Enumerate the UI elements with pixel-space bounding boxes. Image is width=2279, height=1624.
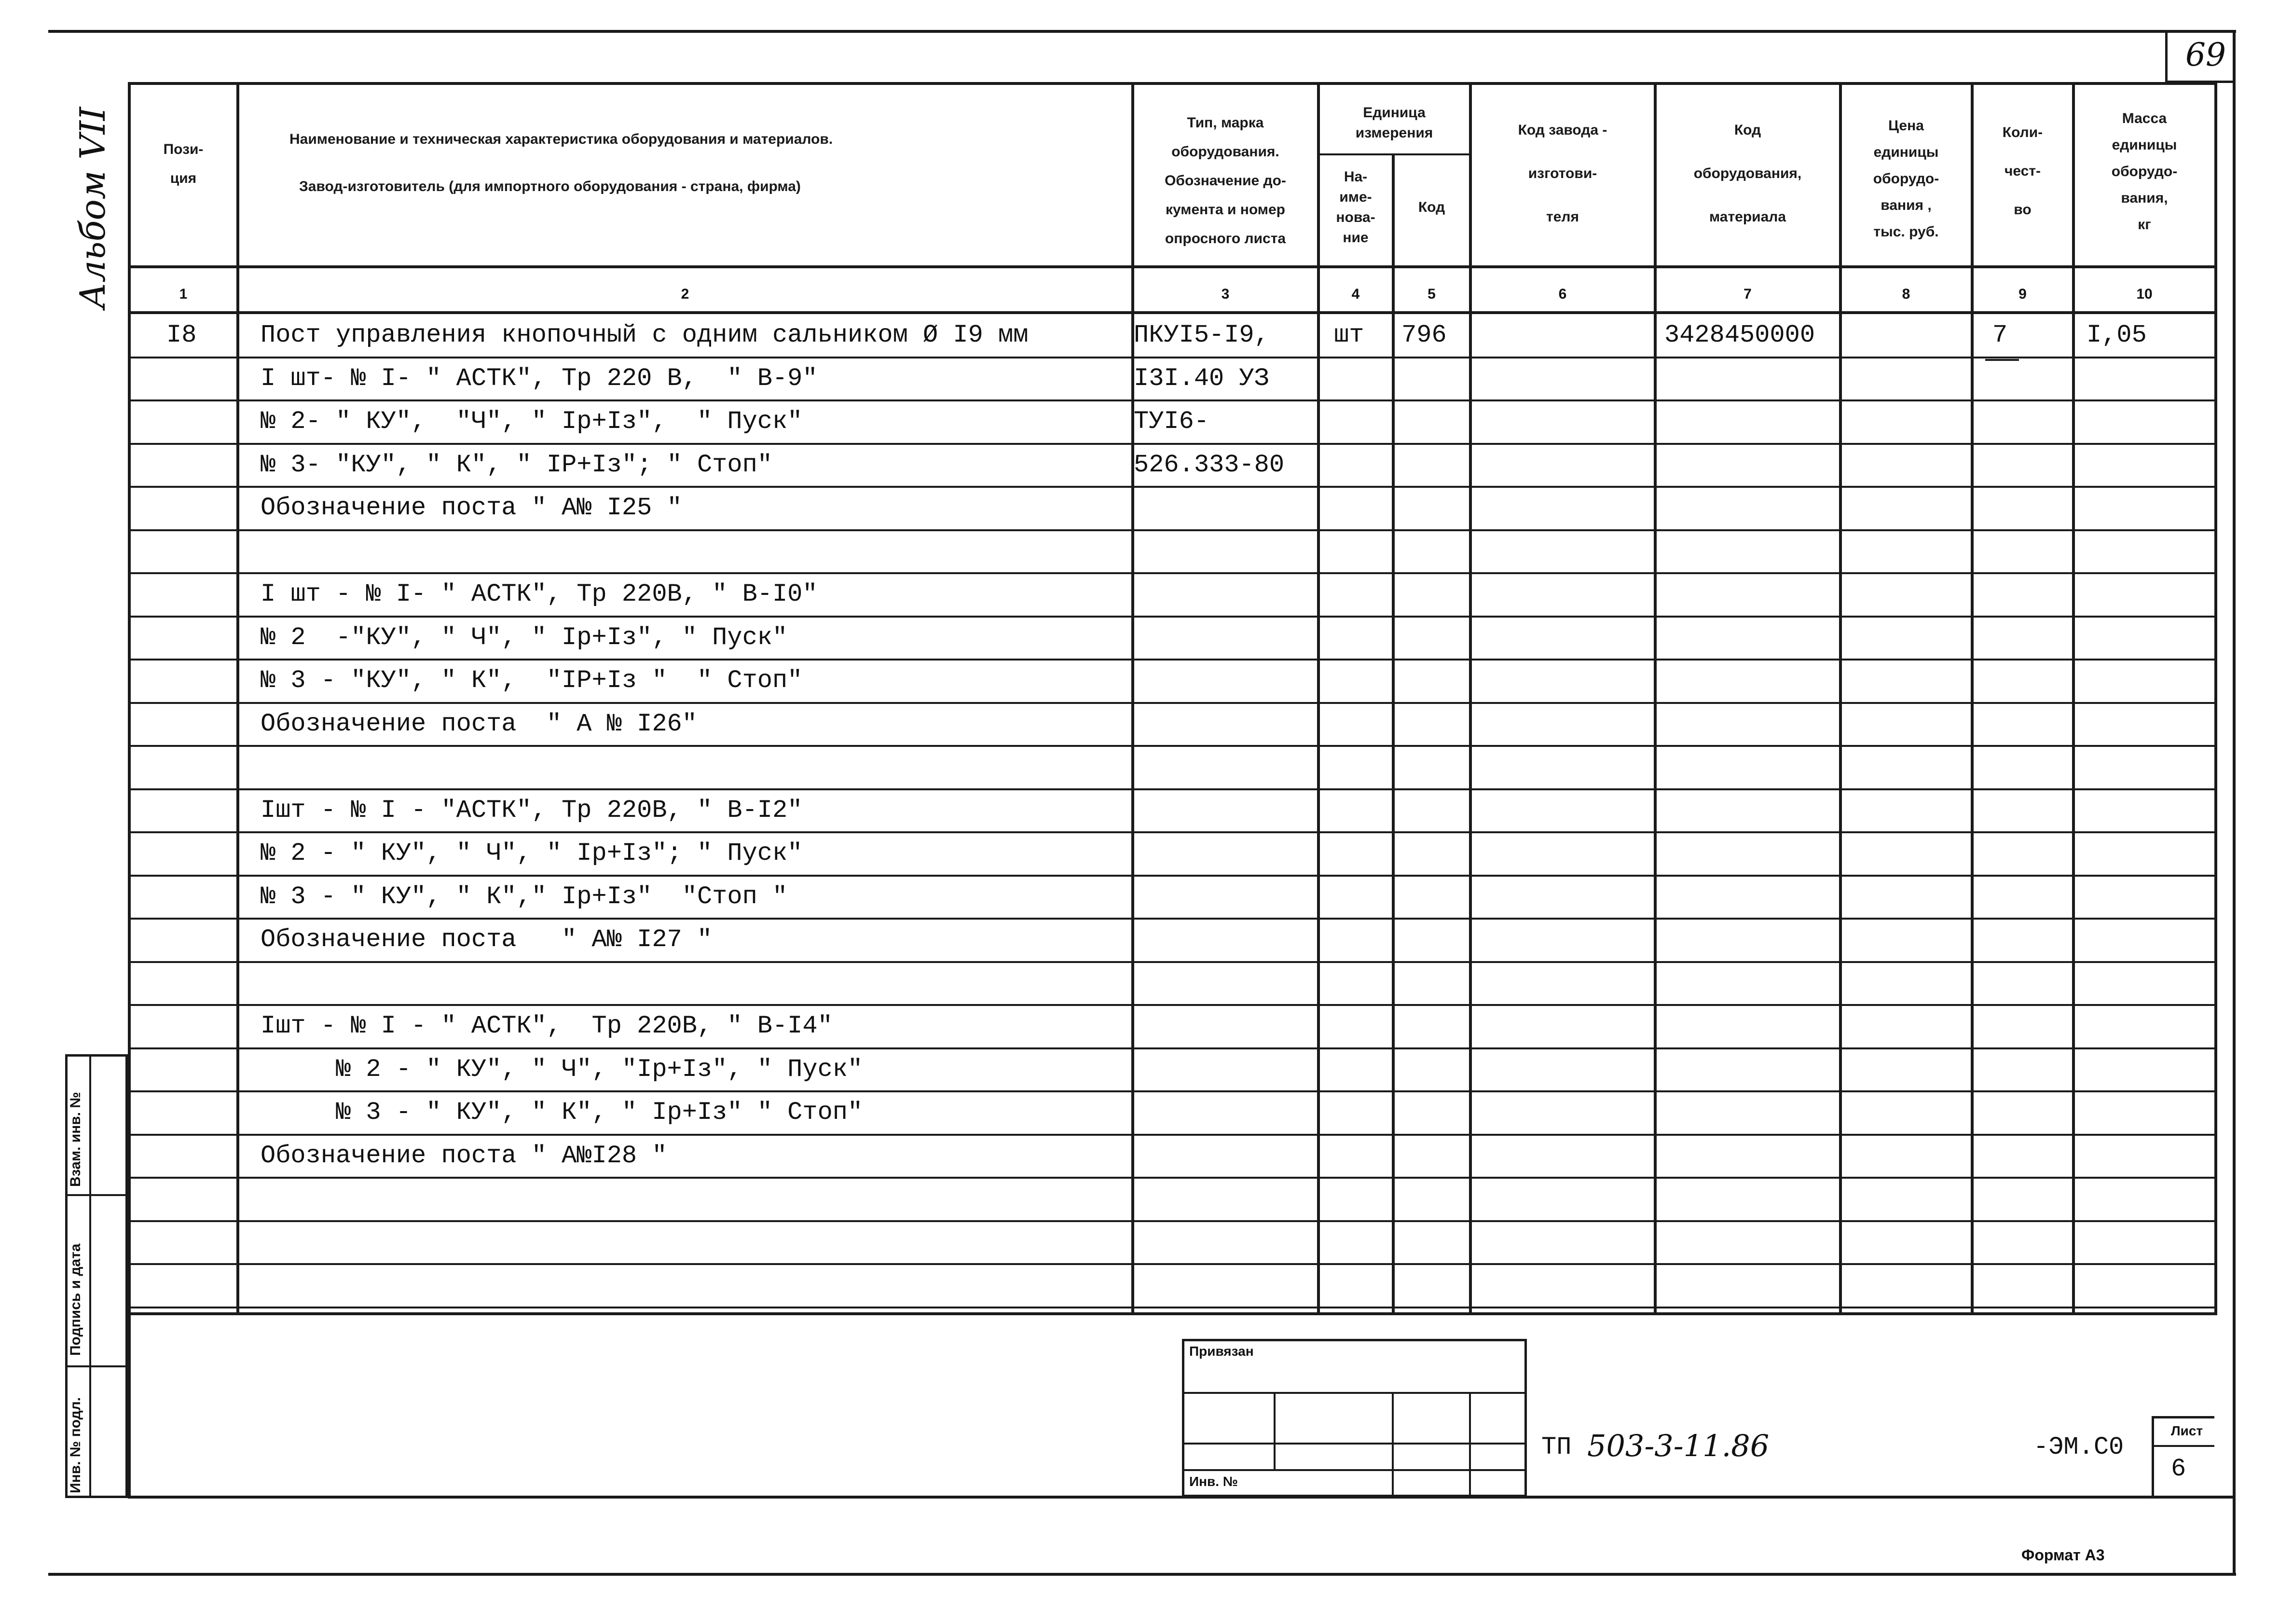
side-stamp-podpis: Подпись и дата bbox=[68, 1243, 83, 1356]
row-separator bbox=[128, 961, 2217, 963]
row-separator bbox=[128, 486, 2217, 488]
side-stamp-sep-1 bbox=[65, 1194, 128, 1196]
header-name-line2: Завод-изготовитель (для импортного оборудования - страна, фирма) bbox=[299, 179, 801, 194]
col-sep-7 bbox=[1839, 82, 1842, 1315]
table-colnum-bottom bbox=[128, 311, 2217, 314]
cell-type: ТУI6- bbox=[1134, 407, 1209, 436]
sheet-number: 6 bbox=[2171, 1455, 2186, 1483]
row-separator bbox=[128, 399, 2217, 401]
col-sep-1 bbox=[236, 82, 239, 1315]
cell-name: № 3 - " КУ", " К"," Iр+Iз" "Стоп " bbox=[261, 882, 788, 911]
doc-code-handwritten: 503-3-11.86 bbox=[1587, 1428, 1770, 1463]
approval-col-line-1 bbox=[1274, 1392, 1276, 1469]
header-position: Пози- ция bbox=[163, 141, 204, 186]
row-separator bbox=[128, 1134, 2217, 1136]
doc-code-prefix: ТП bbox=[1541, 1433, 1572, 1461]
cell-name: № 2 - " КУ", " Ч", "Iр+Iз", " Пуск" bbox=[261, 1055, 863, 1084]
cell-name: Обозначение поста " А № I26" bbox=[261, 709, 697, 738]
header-unit-name: На- име- нова- ние bbox=[1336, 169, 1375, 246]
cell-name: Обозначение поста " А№ I25 " bbox=[261, 494, 682, 522]
doc-code-suffix: -ЭМ.С0 bbox=[2033, 1433, 2124, 1461]
approval-col-line-3 bbox=[1469, 1392, 1471, 1497]
col-sep-6 bbox=[1654, 82, 1657, 1315]
table-header-bottom bbox=[128, 265, 2217, 268]
column-number: 2 bbox=[681, 286, 689, 302]
header-name-line1: Наименование и техническая характеристика оборудования и материалов. bbox=[289, 131, 833, 147]
row-separator bbox=[128, 616, 2217, 618]
page-top-rule bbox=[48, 30, 2236, 33]
column-number: 1 bbox=[179, 286, 188, 302]
header-unit-group: Единица измерения bbox=[1355, 105, 1433, 141]
row-separator bbox=[128, 1177, 2217, 1179]
cell-type: I3I.40 УЗ bbox=[1134, 364, 1269, 393]
sheet-label: Лист bbox=[2171, 1423, 2203, 1438]
cell-name: I шт - № I- " АСТК", Тр 220В, " В-I0" bbox=[261, 580, 818, 608]
table-body-bottom bbox=[128, 1312, 2217, 1315]
row-separator bbox=[128, 875, 2217, 877]
side-stamp-vzam: Взам. инв. № bbox=[68, 1092, 83, 1187]
cell-name: I шт- № I- " АСТК", Тр 220 В, " В-9" bbox=[261, 364, 818, 393]
column-number: 5 bbox=[1428, 286, 1436, 302]
table-top-border bbox=[128, 82, 2217, 85]
row-separator bbox=[128, 745, 2217, 747]
row-separator bbox=[128, 831, 2217, 833]
quantity-underline bbox=[1985, 359, 2019, 361]
row-separator bbox=[128, 1220, 2217, 1222]
page-number-handwritten: 69 bbox=[2185, 36, 2226, 73]
row-separator bbox=[128, 1263, 2217, 1265]
format-label: Формат А3 bbox=[2021, 1546, 2105, 1564]
cell-type: ПКУI5-I9, bbox=[1134, 321, 1269, 349]
side-stamp-inv: Инв. № подл. bbox=[68, 1397, 83, 1493]
unit-group-divider bbox=[1317, 153, 1470, 155]
header-mass: Масса единицы оборудо- вания, кг bbox=[2111, 110, 2178, 233]
column-number: 6 bbox=[1558, 286, 1567, 302]
cell-mass: I,05 bbox=[2087, 321, 2147, 349]
col-sep-8 bbox=[1971, 82, 1974, 1315]
cell-name: № 3 - "КУ", " К", "IР+Iз " " Стоп" bbox=[261, 666, 803, 695]
table-right-border bbox=[2214, 82, 2217, 1315]
cell-name: Iшт - № I - " АСТК", Тр 220В, " В-I4" bbox=[261, 1012, 833, 1040]
header-quantity: Коли- чест- во bbox=[2002, 124, 2043, 218]
col-sep-4 bbox=[1392, 154, 1395, 1315]
page-bottom-rule bbox=[48, 1573, 2236, 1576]
col-sep-2 bbox=[1131, 82, 1134, 1315]
sheet-box-divider bbox=[2152, 1445, 2214, 1447]
row-separator bbox=[128, 1047, 2217, 1049]
side-stamp-divider bbox=[89, 1054, 91, 1498]
row-separator bbox=[128, 788, 2217, 790]
cell-name: № 3 - " КУ", " К", " Iр+Iз" " Стоп" bbox=[261, 1098, 863, 1127]
column-number: 7 bbox=[1744, 286, 1752, 302]
row-separator bbox=[128, 357, 2217, 358]
cell-name: № 3- "КУ", " К", " IР+Iз"; " Стоп" bbox=[261, 450, 772, 479]
header-unit-code: Код bbox=[1418, 199, 1445, 215]
row-separator bbox=[128, 1090, 2217, 1092]
approval-row-line-2 bbox=[1182, 1443, 1527, 1445]
row-separator bbox=[128, 702, 2217, 704]
cell-unit: шт bbox=[1334, 321, 1364, 349]
cell-name: Обозначение поста " А№I28 " bbox=[261, 1141, 667, 1170]
column-number: 9 bbox=[2018, 286, 2027, 302]
cell-name: Пост управления кнопочный с одним сальником Ø I9 мм bbox=[261, 321, 1029, 349]
column-number: 10 bbox=[2136, 286, 2153, 302]
col-sep-5 bbox=[1469, 82, 1472, 1315]
row-separator bbox=[128, 572, 2217, 574]
row-separator bbox=[128, 659, 2217, 661]
cell-name: № 2 - " КУ", " Ч", " Iр+Iз"; " Пуск" bbox=[261, 839, 803, 867]
header-type: Тип, марка оборудования. Обозначение до- кумента и номер опросного листа bbox=[1165, 115, 1286, 247]
column-number: 4 bbox=[1351, 286, 1360, 302]
row-separator bbox=[128, 529, 2217, 531]
cell-name: Iшт - № I - "АСТК", Тр 220В, " В-I2" bbox=[261, 796, 803, 825]
col-sep-3 bbox=[1317, 82, 1320, 1315]
row-separator bbox=[128, 918, 2217, 920]
frame-right-border bbox=[2233, 30, 2236, 1576]
cell-name: Обозначение поста " А№ I27 " bbox=[261, 925, 713, 954]
row-separator bbox=[128, 443, 2217, 445]
album-label: Альбом VII bbox=[72, 107, 113, 309]
col-sep-9 bbox=[2072, 82, 2075, 1315]
header-price: Цена единицы оборудо- вания , тыс. руб. bbox=[1873, 117, 1939, 240]
header-equipment-code: Код оборудования, материала bbox=[1693, 122, 1802, 225]
cell-equipment-code: 3428450000 bbox=[1664, 321, 1815, 349]
row-separator bbox=[128, 1004, 2217, 1006]
cell-position: I8 bbox=[166, 321, 197, 349]
approval-row-line-1 bbox=[1182, 1392, 1527, 1394]
row-separator bbox=[128, 1307, 2217, 1308]
approval-label: Привязан bbox=[1189, 1344, 1254, 1359]
column-number: 3 bbox=[1221, 286, 1230, 302]
inventory-label: Инв. № bbox=[1189, 1474, 1238, 1489]
approval-block bbox=[1182, 1339, 1527, 1497]
cell-name: № 2 -"КУ", " Ч", " Iр+Iз", " Пуск" bbox=[261, 623, 788, 652]
cell-quantity: 7 bbox=[1992, 321, 2008, 349]
cell-type: 526.333-80 bbox=[1134, 450, 1285, 479]
side-stamp-sep-2 bbox=[65, 1365, 128, 1367]
column-number: 8 bbox=[1902, 286, 1910, 302]
cell-unit-code: 796 bbox=[1401, 321, 1447, 349]
cell-name: № 2- " КУ", "Ч", " Iр+Iз", " Пуск" bbox=[261, 407, 803, 436]
header-plant-code: Код завода - изготови- теля bbox=[1518, 122, 1607, 225]
approval-col-line-2 bbox=[1392, 1392, 1394, 1497]
approval-row-line-3 bbox=[1182, 1469, 1527, 1471]
